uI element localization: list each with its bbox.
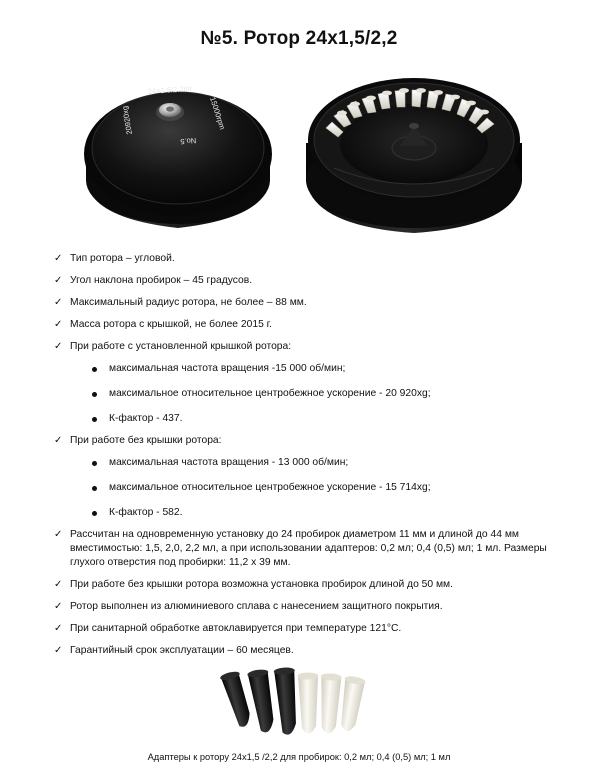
spec-without-lid-sublist xyxy=(70,456,564,520)
rotor-open-image xyxy=(304,68,524,238)
spec-tube-angle: ✓ Угол наклона пробирок – 45 градусов. xyxy=(54,274,564,288)
rotor-with-lid-image xyxy=(78,68,278,238)
spec-material: ✓ Ротор выполнен из алюминиевого сплава с нанесением защитного покрытия. xyxy=(54,600,564,614)
spec-mass: ✓ Масса ротора с крышкой, не более 2015 г. xyxy=(54,318,564,332)
spec-tube-capacity: ✓ Рассчитан на одновременную установку до 24 пробирок диаметром 11 мм и длиной до 44 мм вместимостью: 1,5, 2,0, 2,2 мл, а при использовании адаптеров: 0,2 мл; 0,4 (0,5) мл; 1 мл. Размеры глухого отверстия под пробирки: 11,2 х 39 мм. xyxy=(54,528,564,570)
spec-without-lid-k-factor: К-фактор - 582. xyxy=(70,506,564,520)
spec-without-lid-max-rcf: максимальное относительное центробежное ускорение - 15 714xg; xyxy=(70,481,564,495)
rotor-rcf-label: 20920xg xyxy=(120,105,134,136)
rotor-number-label: No.5 xyxy=(180,136,197,147)
spec-warranty: ✓ Гарантийный срок эксплуатации – 60 месяцев. xyxy=(54,644,564,658)
rotor-capacity-label: 24×1.5/2.2ml xyxy=(147,83,192,96)
adapter-black-3 xyxy=(274,667,300,735)
specifications-list xyxy=(54,252,564,666)
spec-with-lid-k-factor: К-фактор - 437. xyxy=(70,412,564,426)
spec-max-radius: ✓ Максимальный радиус ротора, не более – 88 мм. xyxy=(54,296,564,310)
adapter-black-1 xyxy=(219,670,252,729)
spec-with-lid-sublist xyxy=(70,362,564,426)
spec-long-tubes: ✓ При работе без крышки ротора возможна установка пробирок длиной до 50 мм. xyxy=(54,578,564,592)
spec-rotor-type: ✓ Тип ротора – угловой. xyxy=(54,252,564,266)
rotor-speed-label: 15000rpm xyxy=(208,95,228,131)
spec-with-lid-max-speed: максимальная частота вращения -15 000 об/мин; xyxy=(70,362,564,376)
page-title: №5. Ротор 24х1,5/2,2 xyxy=(200,28,398,49)
spec-without-lid: ✓ При работе без крышки ротора: максимальная частота вращения - 13 000 об/мин; максимальное относительное центробежное ускорение - 15 714xg; К-фактор - 582. xyxy=(54,434,564,520)
adapter-white-2 xyxy=(317,673,342,734)
spec-without-lid-max-speed: максимальная частота вращения - 13 000 об/мин; xyxy=(70,456,564,470)
spec-with-lid: ✓ При работе с установленной крышкой ротора: максимальная частота вращения -15 000 об/мин; максимальное относительное центробежное ускорение - 20 920xg; К-фактор - 437. xyxy=(54,340,564,426)
adapters-image xyxy=(218,666,368,746)
spec-autoclave: ✓ При санитарной обработке автоклавируется при температуре 121°С. xyxy=(54,622,564,636)
adapter-black-2 xyxy=(247,668,277,733)
adapters-caption: Адаптеры к ротору 24х1,5 /2,2 для пробирок: 0,2 мл; 0,4 (0,5) мл; 1 мл xyxy=(147,752,451,762)
rotor-photos xyxy=(78,68,523,238)
adapter-white-1 xyxy=(298,673,319,734)
spec-with-lid-max-rcf: максимальное относительное центробежное ускорение - 20 920xg; xyxy=(70,387,564,401)
